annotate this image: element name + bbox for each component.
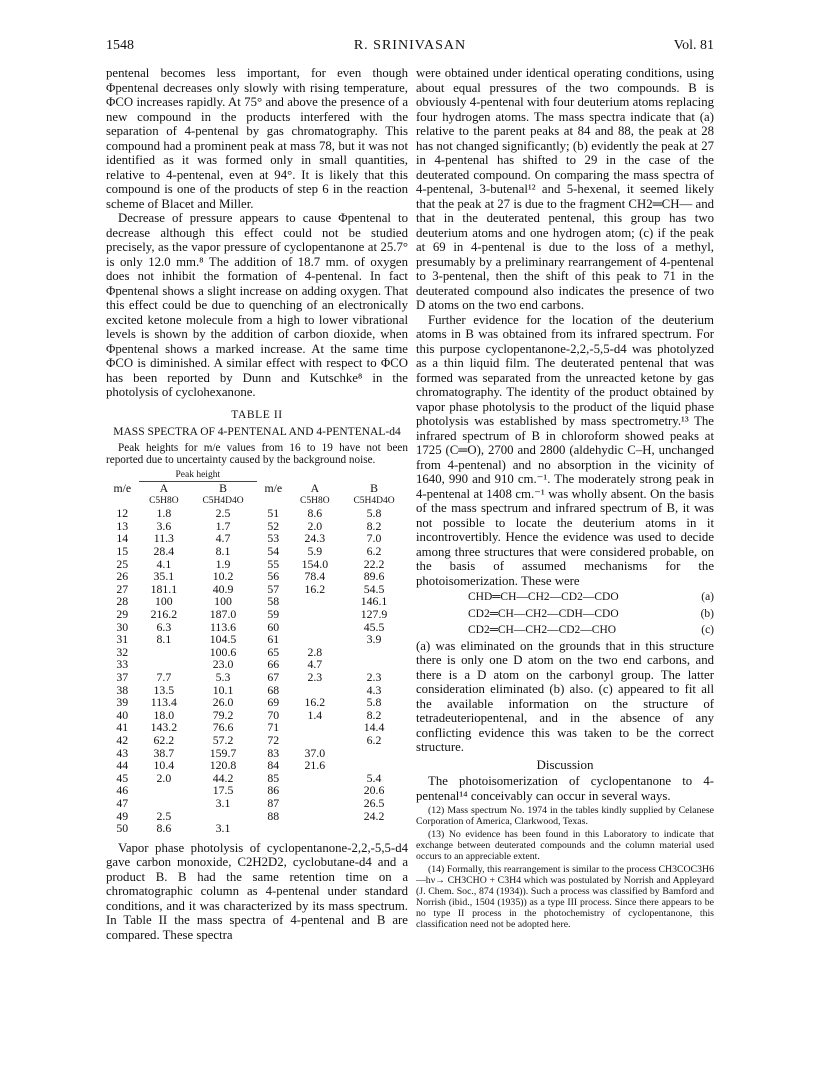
- table-cell: 44.2: [212, 770, 234, 785]
- table-cell: 1.8: [156, 506, 172, 521]
- table-cell: 159.7: [209, 745, 237, 760]
- table-cell: 13: [116, 518, 129, 533]
- table-cell: 66: [267, 657, 280, 672]
- table-cell: 23.0: [212, 657, 234, 672]
- table-cell: 10.1: [212, 682, 234, 697]
- table-cell: 26.5: [363, 795, 385, 810]
- table-cell: 3.1: [215, 795, 231, 810]
- table-row: [106, 797, 408, 810]
- structure-label: (b): [700, 607, 714, 620]
- table-cell: 35.1: [153, 569, 175, 584]
- table-row: [106, 810, 408, 823]
- table-cell: 27: [116, 581, 129, 596]
- table-cell: 61: [267, 632, 280, 647]
- table-cell: 7.7: [156, 670, 172, 684]
- table-cell: 8.1: [215, 544, 231, 559]
- table-cell: 146.1: [360, 594, 388, 609]
- right-column: [416, 66, 714, 930]
- table-cell: 84: [267, 758, 280, 773]
- table-row: [106, 621, 408, 634]
- table-cell: 5.3: [215, 670, 231, 684]
- table-cell: [139, 784, 189, 797]
- table-cell: 72: [267, 732, 280, 747]
- table-cell: 20.6: [363, 783, 385, 798]
- table-cell: 42: [116, 732, 129, 747]
- table-cell: 26: [116, 569, 129, 584]
- column-subheader: C5H4D4O: [202, 495, 244, 506]
- peak-height-label: Peak height: [139, 469, 257, 482]
- table-cell: [290, 772, 340, 785]
- footnote-12: (12) Mass spectrum No. 1974 in the tables kindly supplied by Celanese Corporation of America, Clarkwood, Texas.: [416, 805, 714, 827]
- table-cell: 5.9: [307, 544, 323, 559]
- table-cell: 67: [267, 670, 280, 684]
- table-row: [106, 696, 408, 709]
- table-note: Peak heights for m/e values from 16 to 19 have not been reported due to uncertainty caused by the background noise.: [106, 441, 408, 466]
- paragraph: (a) was eliminated on the grounds that in this structure there is only one D atom on the two end carbons, and there is a D atom on the carbonyl group. The latter consideration eliminated (b) also. (c) appeared to fit all the available information on the structure of tetradeuteriopentenal, and in the absence of any conflicting evidence this was taken to be the correct structure.: [416, 638, 714, 754]
- table-row: [106, 646, 408, 659]
- table-cell: 39: [116, 695, 129, 710]
- table-row: [106, 558, 408, 571]
- table-cell: 14.4: [363, 720, 385, 735]
- table-cell: [139, 646, 189, 659]
- table-cell: [290, 608, 340, 621]
- table-row: [106, 520, 408, 533]
- table-cell: [290, 595, 340, 608]
- table-cell: 154.0: [301, 556, 329, 571]
- table-row: [106, 608, 408, 621]
- table-cell: 3.1: [215, 821, 231, 836]
- table-cell: 60: [267, 619, 280, 634]
- table-cell: 16.2: [304, 695, 326, 710]
- table-row: [106, 545, 408, 558]
- table-cell: 57.2: [212, 732, 234, 747]
- table-row: [106, 570, 408, 583]
- table-cell: 6.2: [366, 544, 382, 559]
- paragraph: Further evidence for the location of the deuterium atoms in B was obtained from its infrared spectrum. For this purpose cyclopentanone-2,2,-5,5-d4 was photolyzed as a thin liquid film. The deuterated pentenal that was formed was separated from the unreacted ketone by gas chromatography. The identity of the product obtained by vapor phase photolysis to the product of the liquid phase photolysis was established by mass spectrometry.¹³ The infrared spectrum of B in chloroform showed peaks at 1725 (C═O), 2700 and 2800 (aldehydic C–H, unchanged from 4-pentenal) and no absorption in the vicinity of 1640, 990 and 910 cm.⁻¹. The moderately strong peak in 4-pentenal at 1408 cm.⁻¹ was wholly absent. On the basis of the mass spectrum and infrared spectrum of B, it was not possible to locate the deuterium atoms in it incontrovertibly. Hence the evidence was used to decide among three structures that were considered probable, on the basis of assumed mechanisms for the photoisomerization. These were: [416, 312, 714, 588]
- column-header: m/e: [113, 480, 132, 495]
- table-cell: 33: [116, 657, 129, 672]
- table-row: [106, 671, 408, 684]
- table-cell: [290, 734, 340, 747]
- table-body: [106, 507, 408, 836]
- table-cell: 43: [116, 745, 129, 760]
- table-cell: [340, 646, 408, 659]
- paragraph: pentenal becomes less important, for even though Φpentenal decreases only slowly with rising temperature, ΦCO increases rapidly. At 75° and above the presence of a new compound in the products interfered with the separation of 4-pentenal by gas chromatography. This compound had a prominent peak at mass 78, but it was not identified as it was formed only in small quantities, relative to 4-pentenal, even at 94°. It is likely that this compound is one of the products of step 6 in the reaction scheme of Blacet and Miller.: [106, 66, 408, 211]
- table-cell: 1.9: [215, 556, 231, 571]
- table-cell: 70: [267, 707, 280, 722]
- paragraph: Vapor phase photolysis of cyclopentanone-2,2,-5,5-d4 gave carbon monoxide, C2H2D2, cyclobutane-d4 and a product B. B had the same retention time on a chromatographic column as 4-pentenal under standard conditions, and it was characterized by its mass spectrum. In Table II the mass spectra of 4-pentenal and B are compared. These spectra: [106, 840, 408, 942]
- table-cell: 21.6: [304, 758, 326, 773]
- table-cell: 45.5: [363, 619, 385, 634]
- structure-formula: CHD═CH—CH2—CD2—CDO: [468, 591, 619, 603]
- table-cell: 68: [267, 682, 280, 697]
- table-cell: 6.2: [366, 732, 382, 747]
- table-cell: 89.6: [363, 569, 385, 584]
- table-cell: 50: [116, 821, 129, 836]
- column-header: m/e: [264, 480, 283, 495]
- table-cell: 17.5: [212, 783, 234, 798]
- table-cell: 51: [267, 506, 280, 521]
- table-cell: 46: [116, 783, 129, 798]
- table-cell: 100: [155, 594, 173, 609]
- table-cell: 83: [267, 745, 280, 760]
- table-cell: 85: [267, 770, 280, 785]
- table-cell: 55: [267, 556, 280, 571]
- table-cell: 6.3: [156, 619, 172, 634]
- table-cell: 8.6: [307, 506, 323, 521]
- table-cell: 30: [116, 619, 129, 634]
- table-row: [106, 633, 408, 646]
- table-subtitle: MASS SPECTRA OF 4-PENTENAL AND 4-PENTENAL-d4: [113, 426, 401, 438]
- table-cell: 8.2: [366, 707, 382, 722]
- table-cell: 2.5: [215, 506, 231, 521]
- table-cell: 2.8: [307, 644, 323, 659]
- table-cell: 37.0: [304, 745, 326, 760]
- table-cell: 2.5: [156, 808, 172, 823]
- structure-b: [416, 607, 714, 622]
- table-cell: 41: [116, 720, 129, 735]
- table-cell: 1.7: [215, 518, 231, 533]
- table-cell: 14: [116, 531, 129, 546]
- table-row: [106, 507, 408, 520]
- table-cell: 100.6: [209, 644, 237, 659]
- table-cell: [290, 810, 340, 823]
- table-cell: 1.4: [307, 707, 323, 722]
- table-cell: 31: [116, 632, 129, 647]
- section-heading: Discussion: [536, 756, 594, 772]
- structure-c: [416, 623, 714, 638]
- table-cell: 37: [116, 670, 129, 684]
- table-cell: 4.7: [307, 657, 323, 672]
- footnote-13: (13) No evidence has been found in this Laboratory to indicate that exchange between deuterated compounds and the column material used occurs to an appreciable extent.: [416, 829, 714, 862]
- table-cell: [290, 633, 340, 646]
- mass-spectra-table: [106, 469, 408, 837]
- table-cell: 24.2: [363, 808, 385, 823]
- structure-formula: CD2═CH—CH2—CDH—CDO: [468, 607, 619, 620]
- column-header: A: [310, 480, 320, 495]
- table-cell: 78.4: [304, 569, 326, 584]
- table-cell: 120.8: [209, 758, 237, 773]
- table-cell: 49: [116, 808, 129, 823]
- table-cell: 4.7: [215, 531, 231, 546]
- table-cell: 53: [267, 531, 280, 546]
- table-cell: 88: [267, 808, 280, 823]
- table-cell: 76.6: [212, 720, 234, 735]
- table-cell: 216.2: [150, 607, 178, 622]
- table-cell: 8.6: [156, 821, 172, 836]
- table-cell: 5.8: [366, 506, 382, 521]
- table-cell: 3.9: [366, 632, 382, 647]
- page-header: [106, 38, 714, 56]
- table-cell: 18.0: [153, 707, 175, 722]
- table-cell: 181.1: [150, 581, 178, 596]
- table-cell: 40: [116, 707, 129, 722]
- table-cell: 11.3: [153, 531, 174, 546]
- table-cell: 104.5: [209, 632, 237, 647]
- table-row: [106, 747, 408, 760]
- paragraph: The photoisomerization of cyclopentanone to 4-pentenal¹⁴ conceivably can occur in several ways.: [416, 774, 714, 803]
- table-cell: 26.0: [212, 695, 234, 710]
- table-cell: 65: [267, 644, 280, 659]
- table-row: [106, 772, 408, 785]
- table-row: [106, 734, 408, 747]
- structure-a: [416, 590, 714, 605]
- table-cell: [257, 822, 290, 837]
- table-cell: 5.4: [366, 770, 382, 785]
- table-cell: 2.0: [156, 770, 172, 785]
- table-cell: 22.2: [363, 556, 385, 571]
- table-cell: 3.6: [156, 518, 172, 533]
- table-cell: 13.5: [153, 682, 175, 697]
- table-cell: [340, 759, 408, 772]
- volume-number: Vol. 81: [673, 38, 714, 53]
- paragraph: were obtained under identical operating conditions, using about equal pressures of the two compounds. B is obviously 4-pentenal with four deuterium atoms replacing four hydrogen atoms. The mass spectra indicate that (a) relative to the parent peaks at 84 and 88, the peak at 28 has not changed significantly; (b) evidently the peak at 27 in 4-pentenal has shifted to 29 in the case of the deuterated compound. On comparing the mass spectra of 4-pentenal, 3-butenal¹² and 5-hexenal, it seemed likely that the peak at 27 is due to the fragment CH2═CH— and that in the deuterated pentenal, this group has two deuterium atoms and one hydrogen atom; (c) if the peak at 69 in 4-pentenal is due to the loss of a methyl, presumably by a preliminary rearrangement of 4-pentenal to 3-pentenal, then the shift of this peak to 71 in the deuterated compound also indicates the presence of two D atoms on the two end carbons.: [416, 66, 714, 312]
- table-cell: 2.3: [366, 670, 382, 684]
- column-subheader: C5H8O: [300, 495, 330, 506]
- table-cell: 38.7: [153, 745, 175, 760]
- table-cell: 38: [116, 682, 129, 697]
- table-cell: 8.1: [156, 632, 172, 647]
- table-cell: 47: [116, 795, 129, 810]
- table-cell: 24.3: [304, 531, 326, 546]
- column-subheader: C5H4D4O: [353, 495, 395, 506]
- table-cell: [290, 784, 340, 797]
- table-cell: 86: [267, 783, 280, 798]
- table-cell: 32: [116, 644, 129, 659]
- table-cell: 12: [116, 506, 129, 521]
- table-cell: 25: [116, 556, 129, 571]
- column-subheader: C5H8O: [149, 495, 179, 506]
- column-header: A: [159, 481, 169, 496]
- table-cell: 71: [267, 720, 280, 735]
- page-number: 1548: [106, 38, 134, 53]
- table-row: [106, 784, 408, 797]
- table-cell: 187.0: [209, 607, 237, 622]
- table-cell: [340, 822, 408, 837]
- table-cell: 5.8: [366, 695, 382, 710]
- table-cell: 62.2: [153, 732, 175, 747]
- table-cell: [340, 747, 408, 760]
- table-cell: 15: [116, 544, 129, 559]
- table-cell: 127.9: [360, 607, 388, 622]
- table-cell: 56: [267, 569, 280, 584]
- table-title: TABLE II: [231, 408, 283, 421]
- table-cell: 113.4: [150, 695, 177, 710]
- structure-formula: CD2═CH—CH2—CD2—CHO: [468, 624, 617, 636]
- table-cell: [290, 721, 340, 734]
- structure-label: (a): [701, 591, 714, 603]
- table-cell: 143.2: [150, 720, 178, 735]
- table-cell: 69: [267, 695, 280, 710]
- table-cell: 4.3: [366, 682, 382, 697]
- table-cell: 7.0: [366, 531, 382, 546]
- table-cell: 57: [267, 581, 280, 596]
- table-row: [106, 759, 408, 772]
- table-cell: 40.9: [212, 581, 234, 596]
- table-cell: [139, 797, 189, 810]
- table-cell: 79.2: [212, 707, 234, 722]
- structure-label: (c): [701, 624, 714, 636]
- table-cell: 54: [267, 544, 280, 559]
- footnote-14: (14) Formally, this rearrangement is similar to the process CH3COC3H6 —hν→ CH3CHO + C3H4 which was postulated by Norrish and Appleyard (J. Chem. Soc., 874 (1934)). Such a process was classified by Bamford and Norrish (ibid., 1504 (1935)) as a type III process. Since there appears to be no type II process in the photochemistry of cyclopentanone, this classification need not be adopted here.: [416, 864, 714, 930]
- table-row: [106, 532, 408, 545]
- table-cell: 54.5: [363, 581, 385, 596]
- table-cell: 45: [116, 770, 129, 785]
- table-cell: [290, 797, 340, 810]
- table-cell: 58: [267, 594, 280, 609]
- table-cell: 28.4: [153, 544, 175, 559]
- table-cell: 10.2: [212, 569, 234, 584]
- table-cell: 100: [214, 594, 232, 609]
- table-cell: 2.3: [307, 670, 323, 684]
- running-author: R. SRINIVASAN: [353, 38, 467, 53]
- table-cell: 28: [116, 594, 129, 609]
- column-header: B: [370, 480, 378, 495]
- table-cell: 29: [116, 607, 129, 622]
- table-row: [106, 822, 408, 837]
- table-row: [106, 658, 408, 671]
- table-cell: 87: [267, 795, 280, 810]
- table-cell: 44: [116, 758, 129, 773]
- left-column: [106, 66, 408, 942]
- table-cell: 10.4: [153, 758, 175, 773]
- table-cell: 8.2: [366, 518, 382, 533]
- table-cell: 113.6: [209, 619, 237, 634]
- column-header: B: [219, 481, 227, 496]
- table-cell: 4.1: [156, 556, 172, 571]
- table-cell: 52: [267, 518, 280, 533]
- table-row: [106, 721, 408, 734]
- paragraph: Decrease of pressure appears to cause Φpentenal to decrease although this effect could not be studied precisely, as the vapor pressure of cyclopentanone at 25.7° is only 12.0 mm.⁸ The addition of 18.7 mm. of oxygen does not inhibit the formation of 4-pentenal. In fact Φpentenal shows a slight increase on adding oxygen. That this effect could be due to quenching of an electronically excited ketone molecule from a high to lower vibrational levels is shown by the addition of carbon dioxide, when Φpentenal shows a marked increase. At the same time ΦCO is diminished. A similar effect with respect to ΦCO has been reported by Dunn and Kutschke⁸ in the photolysis of cyclohexanone.: [106, 211, 408, 399]
- table-cell: [290, 822, 340, 837]
- table-cell: 16.2: [304, 581, 326, 596]
- table-cell: 59: [267, 607, 280, 622]
- table-cell: [290, 621, 340, 634]
- table-cell: 2.0: [307, 518, 323, 533]
